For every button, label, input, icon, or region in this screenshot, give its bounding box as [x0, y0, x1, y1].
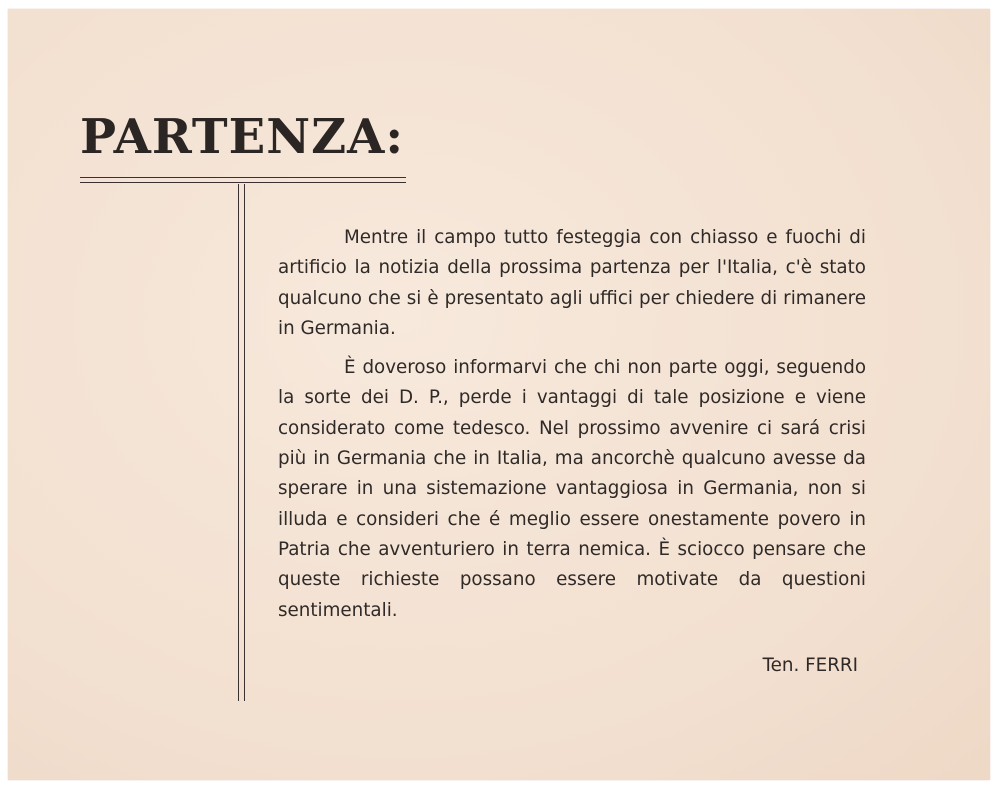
notice-body [278, 223, 866, 626]
title-underline [80, 177, 406, 178]
title-underline-double [80, 182, 406, 183]
vertical-rule-double [244, 184, 245, 701]
document-title: PARTENZA: [80, 109, 405, 165]
paragraph-1: Mentre il campo tutto festeggia con chiasso e fuochi di artificio la notizia della prossima partenza per l'Italia, c'è stato qualcuno che si è presentato agli uffici per chiedere di rimanere in Germania. [278, 227, 866, 339]
document-sheet [8, 9, 990, 780]
vertical-rule [238, 184, 239, 701]
paragraph-2: È doveroso informarvi che chi non parte oggi, seguendo la sorte dei D. P., perde i vantaggi di tale posizione e viene considerato come tedesco. Nel prossimo avvenire ci sará crisi più in Germania che in Italia, ma ancorchè qualcuno avesse da sperare in una sistemazione vantaggiosa in Germania, non si illuda e consideri che é meglio essere onestamente povero in Patria che avventuriero in terra nemica. È sciocco pensare che queste richieste possano essere motivate da questioni sentimentali. [278, 357, 866, 621]
signature: Ten. FERRI [762, 655, 858, 676]
